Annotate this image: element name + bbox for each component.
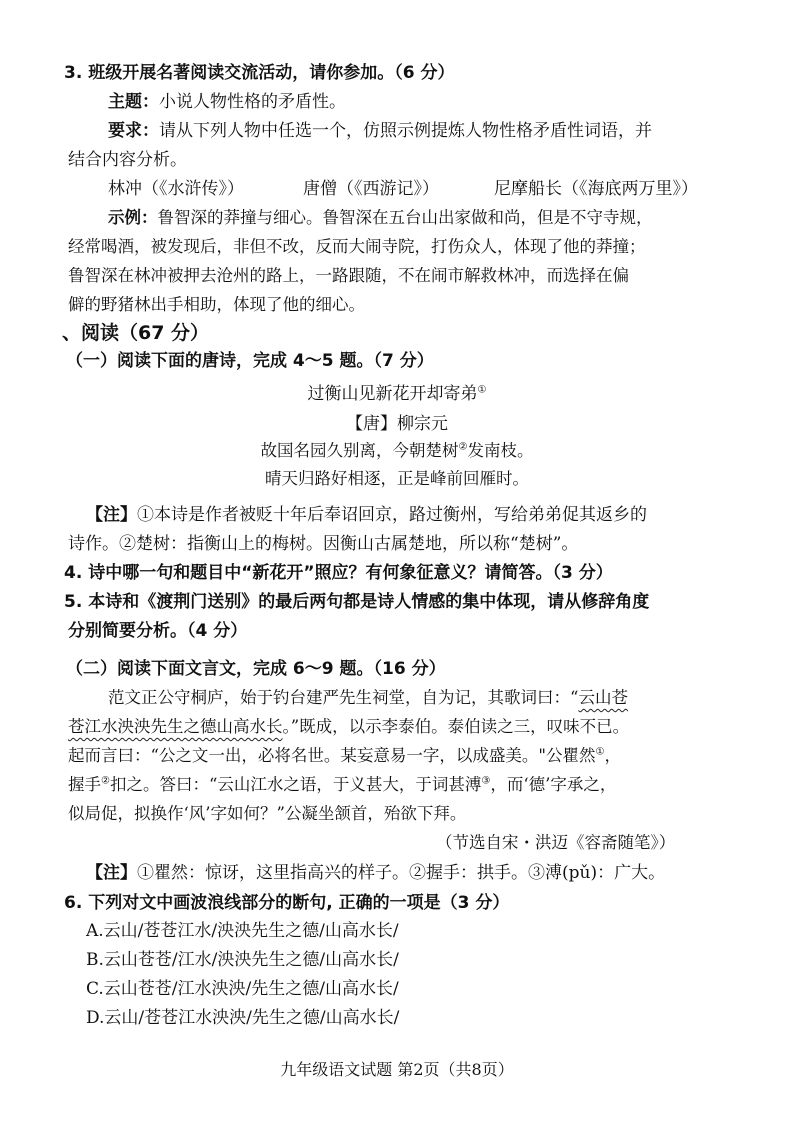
q3-req-text-2: 结合内容分析。 bbox=[68, 150, 187, 170]
poem-line-1 bbox=[0, 438, 794, 464]
note1-text-1: ①本诗是作者被贬十年后奉诏回京，路过衡州，写给弟弟促其返乡的 bbox=[137, 505, 647, 525]
q3-example-1 bbox=[108, 205, 653, 231]
q5-line-1: 5. 本诗和《渡荆门送别》的最后两句都是诗人情感的集中体现，请从修辞角度 bbox=[64, 592, 650, 612]
q3-requirement bbox=[108, 118, 652, 144]
prose-1-wavy: 云山苍 bbox=[578, 688, 628, 707]
prose-line-2 bbox=[68, 714, 629, 740]
q3-title: 3. 班级开展名著阅读交流活动，请你参加。（6 分） bbox=[64, 63, 455, 83]
prose-3b: ， bbox=[604, 746, 621, 765]
prose-line-1 bbox=[108, 685, 628, 711]
q6-option-b: B.云山苍苍/江水/泱泱先生之德/山高水长/ bbox=[86, 950, 399, 970]
q3-example-text-1: 鲁智深的莽撞与细心。鲁智深在五台山出家做和尚，但是不守寺规， bbox=[157, 208, 653, 227]
note2-line bbox=[86, 860, 665, 886]
q3-example-2: 经常喝酒，被发现后，非但不改，反而大闹寺院，打伤众人，体现了他的莽撞； bbox=[68, 237, 646, 256]
part2-title: （二）阅读下面文言文，完成 6～9 题。（16 分） bbox=[66, 659, 446, 679]
poem-line-2: 晴天归路好相逐，正是峰前回雁时。 bbox=[265, 469, 529, 488]
q6-option-d: D.云山/苍苍江水泱泱/先生之德/山高水长/ bbox=[86, 1008, 400, 1028]
q3-req-label: 要求： bbox=[108, 121, 159, 141]
q3-character-2: 唐僧（《西游记》） bbox=[303, 179, 439, 199]
q4: 4. 诗中哪一句和题目中“新花开”照应？有何象征意义？请简答。（3 分） bbox=[64, 563, 613, 583]
prose-line-5: 似局促，拟换作‘风’字如何？”公凝坐颔首，殆欲下拜。 bbox=[68, 804, 467, 823]
poem-line-1b: 发南枝。 bbox=[467, 441, 534, 460]
prose-4a: 握手 bbox=[68, 775, 101, 794]
q6-option-a: A.云山/苍苍江水/泱泱先生之德/山高水长/ bbox=[86, 921, 399, 941]
prose-3a: 起而言曰：“公之文一出，必将名世。某妄意易一字，以成盛美。"公瞿然 bbox=[68, 746, 596, 765]
q3-theme bbox=[108, 89, 346, 115]
q5-line-2: 分别简要分析。（4 分） bbox=[68, 621, 248, 641]
prose-2-wavy: 苍江水泱泱先生之德山高水长 bbox=[68, 717, 283, 736]
prose-1a: 范文正公守桐庐，始于钓台建严先生祠堂，自为记，其歌词曰：“ bbox=[108, 688, 579, 707]
q3-example-4: 僻的野猪林出手相助，体现了他的细心。 bbox=[68, 295, 365, 314]
note1-text-2: 诗作。②楚树：指衡山上的梅树。因衡山古属楚地，所以称“楚树”。 bbox=[68, 534, 579, 554]
q3-example-3: 鲁智深在林冲被押去沧州的路上，一路跟随，不在闹市解救林冲，而选择在偏 bbox=[68, 266, 629, 285]
page-footer: 九年级语文试题 第2页（共8页） bbox=[280, 1060, 514, 1079]
prose-4b: 扣之。答曰：“云山江水之语，于义甚大，于词甚溥 bbox=[109, 775, 482, 794]
section2-title: 、阅读（67 分） bbox=[62, 322, 210, 344]
prose-3-note-mark: ① bbox=[595, 746, 605, 758]
poem-author: 【唐】柳宗元 bbox=[346, 414, 448, 434]
note2-label: 【注】 bbox=[86, 863, 137, 883]
note1-label: 【注】 bbox=[86, 505, 137, 525]
q3-example-label: 示例： bbox=[108, 208, 158, 227]
prose-4-note-mark-1: ② bbox=[101, 775, 110, 787]
q3-character-1: 林冲（《水浒传》） bbox=[108, 179, 244, 199]
prose-source: （节选自宋・洪迈《容斋随笔》） bbox=[436, 833, 676, 852]
q3-theme-label: 主题： bbox=[108, 92, 159, 112]
prose-4-note-mark-2: ③ bbox=[481, 775, 491, 787]
poem-line-1-note-mark: ② bbox=[458, 441, 468, 453]
prose-line-4 bbox=[68, 772, 616, 798]
note1-line-1 bbox=[86, 502, 647, 528]
poem-title-note-mark: ① bbox=[477, 384, 487, 396]
prose-4c: ，而‘德’字承之， bbox=[490, 775, 617, 794]
note2-text: ①瞿然：惊讶，这里指高兴的样子。②握手：拱手。③溥(pǔ)：广大。 bbox=[137, 863, 666, 883]
poem-title-text: 过衡山见新花开却寄弟 bbox=[307, 384, 478, 404]
q6-title: 6. 下列对文中画波浪线部分的断句, 正确的一项是（3 分） bbox=[64, 893, 510, 913]
prose-2b: 。”既成，以示李泰伯。泰伯读之三，叹味不已。 bbox=[282, 717, 630, 736]
poem-title bbox=[0, 381, 794, 407]
q6-option-c: C.云山苍苍/江水泱泱/先生之德/山高水长/ bbox=[86, 979, 399, 999]
q3-req-text-1: 请从下列人物中任选一个，仿照示例提炼人物性格矛盾性词语，并 bbox=[159, 121, 652, 141]
prose-line-3 bbox=[68, 743, 621, 769]
poem-line-1a: 故国名园久别离，今朝楚树 bbox=[260, 441, 459, 460]
part1-title: （一）阅读下面的唐诗，完成 4～5 题。（7 分） bbox=[66, 351, 434, 371]
q3-character-3: 尼摩船长（《海底两万里》） bbox=[494, 179, 698, 199]
q3-theme-text: 小说人物性格的矛盾性。 bbox=[159, 92, 346, 112]
